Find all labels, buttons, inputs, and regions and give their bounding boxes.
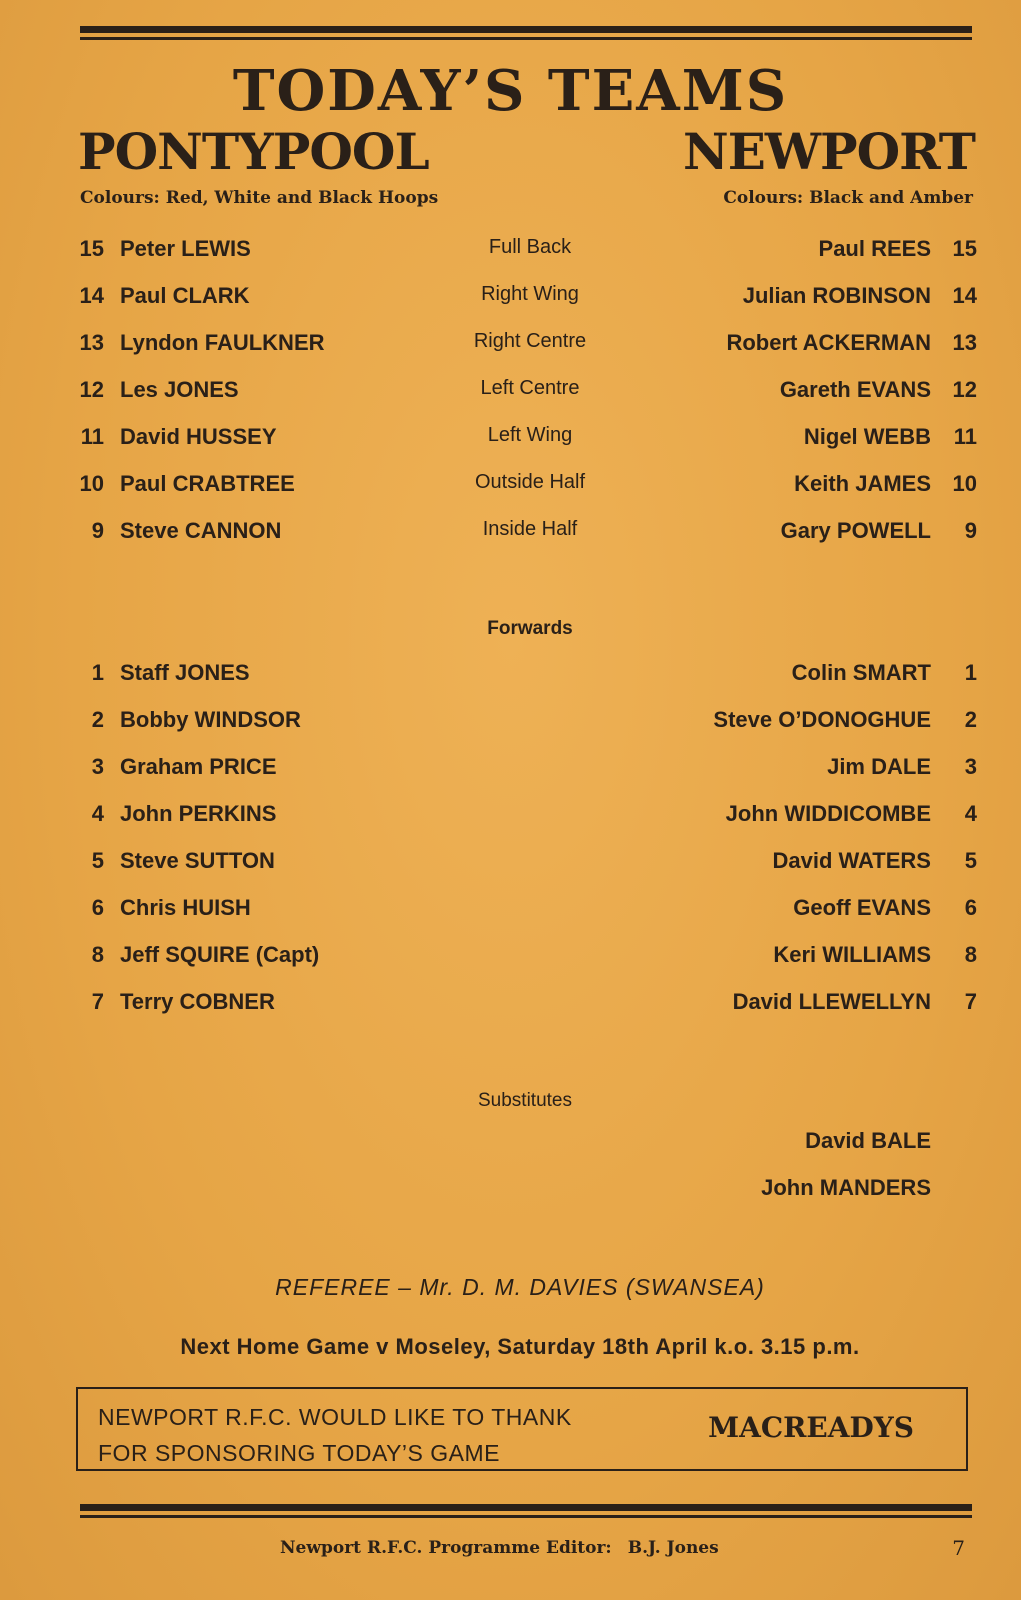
home-player-name: Paul CRABTREE bbox=[120, 471, 295, 496]
position-label: Right Wing bbox=[481, 283, 579, 305]
away-player-name: David LLEWELLYN bbox=[732, 989, 931, 1014]
backs-row bbox=[0, 424, 1021, 454]
home-player-name: Paul CLARK bbox=[120, 283, 250, 308]
away-player-name: Julian ROBINSON bbox=[742, 283, 931, 308]
away-player-number: 2 bbox=[964, 707, 977, 732]
away-player-number: 6 bbox=[964, 895, 977, 920]
home-player-name: David HUSSEY bbox=[120, 424, 277, 449]
home-player-name: Lyndon FAULKNER bbox=[120, 330, 325, 355]
substitutes-row bbox=[0, 1175, 1021, 1205]
home-player-name: Steve SUTTON bbox=[120, 848, 275, 873]
home-player-name: Les JONES bbox=[120, 377, 239, 402]
home-team-name: PONTYPOOL bbox=[78, 122, 429, 181]
away-player-name: Paul REES bbox=[818, 236, 931, 261]
referee-line: REFEREE – Mr. D. M. DAVIES (SWANSEA) bbox=[275, 1274, 765, 1300]
position-label: Right Centre bbox=[473, 330, 587, 352]
home-player-number: 6 bbox=[91, 895, 104, 920]
home-player-name: Staff JONES bbox=[120, 660, 250, 685]
sponsor-message bbox=[98, 1399, 572, 1471]
position-label: Full Back bbox=[488, 236, 572, 258]
away-player-number: 4 bbox=[964, 801, 977, 826]
away-player-number: 1 bbox=[964, 660, 977, 685]
position-label: Outside Half bbox=[474, 471, 586, 493]
away-player-number: 9 bbox=[964, 518, 977, 543]
away-player-name: John WIDDICOMBE bbox=[725, 801, 931, 826]
away-player-number: 3 bbox=[964, 754, 977, 779]
home-player-number: 2 bbox=[91, 707, 104, 732]
away-substitute-name: David BALE bbox=[805, 1128, 931, 1153]
home-player-number: 15 bbox=[79, 236, 104, 261]
home-player-name: Jeff SQUIRE (Capt) bbox=[120, 942, 320, 967]
away-team-name: NEWPORT bbox=[683, 122, 975, 181]
away-player-number: 10 bbox=[952, 471, 977, 496]
home-player-number: 11 bbox=[80, 424, 104, 449]
forwards-row bbox=[0, 989, 1021, 1019]
bottom-rule-thin bbox=[80, 1515, 972, 1518]
sponsor-line-1: NEWPORT R.F.C. WOULD LIKE TO THANK bbox=[98, 1404, 572, 1430]
away-player-name: Keith JAMES bbox=[794, 471, 931, 496]
away-player-name: Keri WILLIAMS bbox=[773, 942, 931, 967]
top-rule-thick bbox=[80, 26, 972, 33]
sponsor-name: MACREADYS bbox=[708, 1411, 914, 1444]
bottom-rule-thick bbox=[80, 1504, 972, 1511]
away-player-name: Robert ACKERMAN bbox=[726, 330, 931, 355]
away-player-name: Gary POWELL bbox=[780, 518, 931, 543]
forwards-row bbox=[0, 801, 1021, 831]
forwards-row bbox=[0, 895, 1021, 925]
away-player-name: Geoff EVANS bbox=[793, 895, 931, 920]
backs-row bbox=[0, 377, 1021, 407]
forwards-row bbox=[0, 754, 1021, 784]
top-rule-thin bbox=[80, 37, 972, 40]
position-label: Inside Half bbox=[482, 518, 578, 540]
position-label: Left Wing bbox=[487, 424, 573, 446]
home-player-name: Steve CANNON bbox=[120, 518, 282, 543]
home-player-number: 4 bbox=[91, 801, 104, 826]
forwards-heading: Forwards bbox=[487, 618, 573, 639]
backs-row bbox=[0, 518, 1021, 548]
home-player-number: 14 bbox=[79, 283, 104, 308]
home-player-number: 7 bbox=[91, 989, 104, 1014]
away-player-name: Gareth EVANS bbox=[779, 377, 931, 402]
page-number: 7 bbox=[952, 1536, 965, 1560]
away-player-name: David WATERS bbox=[772, 848, 931, 873]
sponsor-line-2: FOR SPONSORING TODAY’S GAME bbox=[98, 1440, 501, 1466]
away-player-number: 15 bbox=[952, 236, 977, 261]
home-player-name: Chris HUISH bbox=[120, 895, 251, 920]
home-player-name: Terry COBNER bbox=[120, 989, 275, 1014]
away-player-name: Colin SMART bbox=[791, 660, 931, 685]
home-player-number: 5 bbox=[91, 848, 104, 873]
home-player-number: 1 bbox=[91, 660, 104, 685]
home-player-number: 3 bbox=[91, 754, 104, 779]
home-player-number: 8 bbox=[91, 942, 104, 967]
home-team-colours: Colours: Red, White and Black Hoops bbox=[80, 188, 439, 208]
away-player-number: 12 bbox=[952, 377, 977, 402]
forwards-row bbox=[0, 942, 1021, 972]
forwards-row bbox=[0, 707, 1021, 737]
backs-row bbox=[0, 471, 1021, 501]
home-player-number: 9 bbox=[91, 518, 104, 543]
forwards-row bbox=[0, 660, 1021, 690]
substitutes-heading: Substitutes bbox=[478, 1090, 572, 1111]
backs-row bbox=[0, 330, 1021, 360]
home-player-name: Peter LEWIS bbox=[120, 236, 251, 261]
away-player-name: Steve O’DONOGHUE bbox=[713, 707, 931, 732]
away-substitute-name: John MANDERS bbox=[761, 1175, 931, 1200]
substitutes-row bbox=[0, 1128, 1021, 1158]
forwards-row bbox=[0, 848, 1021, 878]
away-player-number: 7 bbox=[964, 989, 977, 1014]
away-player-number: 8 bbox=[964, 942, 977, 967]
position-label: Left Centre bbox=[480, 377, 580, 399]
backs-row bbox=[0, 236, 1021, 266]
away-player-number: 13 bbox=[952, 330, 977, 355]
home-player-name: John PERKINS bbox=[120, 801, 277, 826]
page-title: TODAY’S TEAMS bbox=[232, 58, 789, 124]
backs-row bbox=[0, 283, 1021, 313]
away-player-number: 14 bbox=[952, 283, 977, 308]
home-player-number: 13 bbox=[79, 330, 104, 355]
away-player-number: 11 bbox=[953, 424, 977, 449]
next-home-game: Next Home Game v Moseley, Saturday 18th April k.o. 3.15 p.m. bbox=[180, 1334, 860, 1359]
away-player-name: Nigel WEBB bbox=[803, 424, 931, 449]
away-player-number: 5 bbox=[964, 848, 977, 873]
footer-editor: B.J. Jones bbox=[627, 1538, 719, 1558]
home-player-number: 12 bbox=[79, 377, 104, 402]
home-player-name: Graham PRICE bbox=[120, 754, 277, 779]
footer-credit bbox=[280, 1538, 719, 1558]
away-team-colours: Colours: Black and Amber bbox=[723, 188, 973, 208]
away-player-name: Jim DALE bbox=[827, 754, 931, 779]
home-player-number: 10 bbox=[79, 471, 104, 496]
home-player-name: Bobby WINDSOR bbox=[120, 707, 301, 732]
footer-label: Newport R.F.C. Programme Editor: bbox=[280, 1538, 612, 1558]
sponsor-box bbox=[76, 1387, 968, 1471]
